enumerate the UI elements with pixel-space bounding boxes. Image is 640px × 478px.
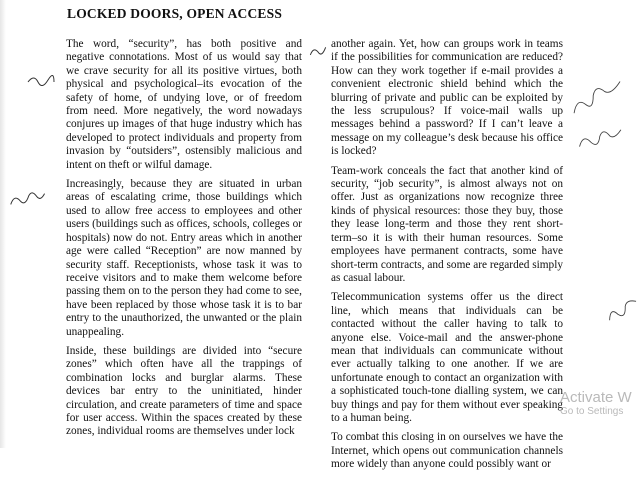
page-title: LOCKED DOORS, OPEN ACCESS	[67, 6, 283, 21]
paragraph: Telecommunication systems offer us the direct line, which means that individuals can be contacted without the caller having to talk to anyone else. Voice-mail and the answer-phone mean that individuals can communicate without ever actually talking to one another. If we are unfortunate enough to contact an organization with a sophisticated touch-tone dialling system, we can buy things and pay for them without ever speaking to a human being.	[331, 291, 563, 424]
paragraph: The word, “security”, has both positive and negative connotations. Most of us would say that we crave security for all its positive virtues, both physical and psychological–its evocation of the safety of home, of undying love, or of freedom from need. More negatively, the word nowadays conjures up images of that huge industry which has developed to protect individuals and property from invasion by “outsiders”, ostensibly malicious and intent on theft or wilful damage.	[66, 38, 302, 171]
paragraph: Increasingly, because they are situated in urban areas of escalating crime, those buildings which used to allow free access to employees and other users (buildings such as offices, schools, colleges or hospitals) now do not. Entry areas which in another age were called “Reception” are now manned by security staff. Receptionists, whose task it was to receive visitors and to make them welcome before passing them on to the person they had come to see, have been replaced by those whose task it is to bar entry to the unauthorized, the unwanted or the plain unappealing.	[66, 178, 302, 338]
handwritten-annotation	[602, 293, 640, 325]
handwritten-annotation	[26, 72, 56, 86]
left-column	[66, 38, 302, 445]
handwritten-annotation	[7, 187, 49, 208]
watermark-line1: Activate W	[560, 389, 632, 406]
paragraph: Team-work conceals the fact that another kind of security, “job security”, is almost always not on offer. Just as organizations now recognize three kinds of physical resources: those they buy, those they lease long-term and those they rent short-term–so it is with their human resources. Some employees have permanent contracts, some have short-term contracts, and some are regarded simply as casual labour.	[331, 164, 563, 284]
page-edge-shadow	[0, 0, 6, 448]
paragraph: Inside, these buildings are divided into “secure zones” which often have all the trappings of combination locks and burglar alarms. These devices bar entry to the uninitiated, hinder circulation, and create parameters of time and space for user access. Within the spaces created by these zones, individual rooms are themselves under lock	[66, 344, 302, 438]
handwritten-annotation	[566, 76, 630, 117]
paragraph: To combat this closing in on ourselves we have the Internet, which opens out communication channels more widely than anyone could possibly want or	[331, 431, 563, 471]
paragraph: another again. Yet, how can groups work in teams if the possibilities for communication are reduced? How can they work together if e-mail provides a convenient electronic shield behind which the blurring of private and public can be exploited by the less scrupulous? If voice-mail walls up messages behind a password? If I can’t leave a message on my colleague’s desk because his office is locked?	[331, 38, 563, 158]
handwritten-annotation	[307, 43, 330, 59]
activate-windows-watermark	[560, 389, 632, 417]
handwritten-annotation	[575, 123, 628, 151]
right-column	[331, 38, 563, 478]
watermark-line2: Go to Settings	[560, 406, 624, 417]
